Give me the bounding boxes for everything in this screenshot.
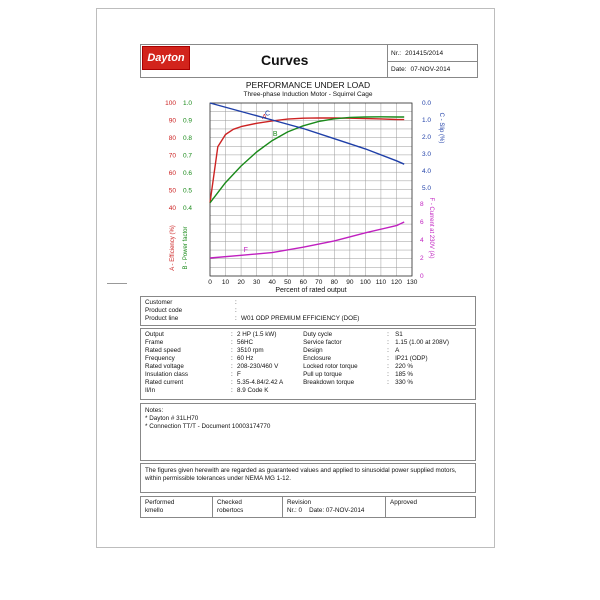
number-value: 201415/2014 (405, 49, 444, 57)
slip-tick-label: 2.0 (422, 134, 432, 141)
x-tick-label: 0 (208, 279, 212, 286)
guarantee-text: The figures given herewith are regarded as guaranteed values and applied to sinusoidal power supplied motors, within permissible tolerances under NEMA MG 1-12. (145, 467, 457, 482)
spec-sep: : (231, 339, 233, 346)
spec-sep: : (387, 371, 389, 378)
series-label-F: F (243, 246, 248, 254)
x-tick-label: 10 (221, 279, 230, 286)
spec-row (145, 387, 303, 395)
spec-label: Product line (145, 315, 179, 322)
number-row (388, 45, 478, 61)
current-tick-label: 0 (420, 273, 424, 280)
spec-value: 56HC (237, 339, 254, 346)
spec-label: Breakdown torque (303, 379, 355, 386)
power-factor-axis-label: B - Power factor (183, 226, 189, 270)
spec-value: 2 HP (1.5 kW) (237, 331, 277, 338)
notes-box (140, 403, 476, 461)
signature-footer (140, 496, 476, 518)
slip-tick-label: 5.0 (422, 185, 432, 192)
spec-row (303, 347, 471, 355)
customer-box (140, 296, 476, 326)
efficiency-tick-label: 60 (168, 170, 176, 177)
specs-left-column (145, 331, 303, 397)
revision-cell (283, 497, 386, 517)
spec-value: F (237, 371, 241, 378)
spec-label: Rated voltage (145, 363, 184, 370)
approved-cell (386, 497, 475, 517)
spec-label: Frame (145, 339, 164, 346)
spec-sep: : (387, 379, 389, 386)
spec-value: S1 (395, 331, 403, 338)
spec-value: 60 Hz (237, 355, 254, 362)
spec-label: Service factor (303, 339, 342, 346)
spec-value: 185 % (395, 371, 413, 378)
current-tick-label: 2 (420, 255, 424, 262)
x-tick-label: 50 (284, 279, 292, 286)
spec-label: Il/In (145, 387, 156, 394)
spec-sep: : (231, 347, 233, 354)
spec-row (145, 315, 471, 323)
guarantee-box (140, 463, 476, 493)
revision-date: Date: 07-NOV-2014 (309, 507, 365, 514)
spec-row (145, 363, 303, 371)
spec-sep: : (387, 347, 389, 354)
revision-number: Nr.: 0 (287, 507, 303, 514)
spec-value: IP21 (ODP) (395, 355, 428, 362)
series-line-A (210, 118, 404, 203)
spec-value: W01 ODP PREMIUM EFFICIENCY (DOE) (241, 315, 360, 322)
chart-subtitle: Three-phase Induction Motor - Squirrel Cage (243, 91, 373, 98)
spec-sep: : (231, 379, 233, 386)
efficiency-tick-label: 70 (168, 152, 176, 160)
x-axis-label: Percent of rated output (275, 287, 347, 294)
series-label-B: B (272, 130, 278, 138)
number-label: Nr.: (391, 49, 402, 57)
date-row (388, 61, 478, 77)
spec-sep: : (235, 315, 237, 322)
current-tick-label: 6 (420, 219, 424, 226)
specs-box (140, 328, 476, 400)
spec-label: Design (303, 347, 323, 354)
spec-row (303, 355, 471, 363)
spec-value: 5.35-4.84/2.42 A (237, 379, 284, 386)
spec-label: Insulation class (145, 371, 189, 378)
performed-cell (141, 497, 213, 517)
performed-value: kmello (145, 507, 164, 514)
spec-row (303, 371, 471, 379)
x-tick-label: 70 (315, 279, 323, 286)
power-factor-tick-label: 0.8 (183, 135, 193, 142)
spec-label: Locked rotor torque (303, 363, 358, 370)
revision-label: Revision (287, 499, 312, 506)
spec-row (145, 331, 303, 339)
x-tick-label: 120 (391, 279, 402, 286)
current-tick-label: 8 (420, 201, 424, 208)
spec-label: Output (145, 331, 164, 338)
slip-tick-label: 1.0 (422, 117, 432, 124)
spec-sep: : (235, 307, 237, 314)
x-tick-label: 110 (375, 279, 387, 286)
spec-sep: : (387, 339, 389, 346)
header-box (140, 44, 478, 78)
x-tick-label: 30 (252, 279, 261, 286)
spec-sep: : (231, 371, 233, 378)
efficiency-tick-label: 50 (168, 187, 176, 195)
spec-value: 3510 rpm (237, 347, 264, 354)
x-tick-label: 90 (346, 279, 354, 286)
spec-value: 1.15 (1.00 at 208V) (395, 339, 449, 346)
spec-sep: : (231, 387, 233, 394)
x-tick-label: 130 (406, 279, 418, 286)
dayton-logo: Dayton (142, 46, 190, 70)
series-label-A: A (262, 114, 267, 122)
spec-sep: : (387, 355, 389, 362)
spec-sep: : (387, 363, 389, 370)
note-line: * Connection TT/T - Document 10003174770 (145, 423, 271, 430)
spec-label: Rated speed (145, 347, 181, 354)
spec-row (145, 299, 471, 307)
power-factor-tick-label: 0.5 (183, 187, 193, 195)
date-label: Date: (391, 66, 407, 73)
spec-row (145, 371, 303, 379)
spec-row (145, 339, 303, 347)
power-factor-tick-label: 0.9 (183, 117, 193, 125)
x-tick-label: 80 (330, 279, 338, 286)
x-tick-label: 40 (268, 279, 276, 286)
power-factor-tick-label: 0.4 (183, 205, 193, 212)
series-label-C: C (264, 110, 271, 118)
power-factor-tick-label: 0.7 (183, 152, 193, 160)
spec-label: Enclosure (303, 355, 332, 362)
efficiency-axis-label: A - Efficiency (%) (170, 225, 176, 271)
specs-right-column (303, 331, 471, 397)
spec-value: 220 % (395, 363, 413, 370)
date-value: 07-NOV-2014 (410, 66, 451, 73)
document-title: Curves (261, 52, 309, 68)
spec-value: A (395, 347, 400, 354)
spec-row (303, 363, 471, 371)
spec-value: 208-230/460 V (237, 363, 279, 370)
efficiency-tick-label: 80 (168, 135, 176, 142)
checked-label: Checked (217, 499, 242, 506)
spec-sep: : (231, 363, 233, 370)
spec-row (303, 379, 471, 387)
spec-label: Product code (145, 307, 183, 314)
approved-label: Approved (390, 499, 417, 506)
efficiency-tick-label: 40 (168, 205, 176, 212)
spec-sep: : (231, 355, 233, 362)
chart-canvas (140, 78, 476, 294)
spec-row (145, 379, 303, 387)
slip-tick-label: 0.0 (422, 100, 432, 107)
x-tick-label: 20 (237, 279, 245, 286)
spec-row (303, 339, 471, 347)
spec-label: Frequency (145, 355, 175, 362)
series-line-F (210, 222, 404, 258)
spec-label: Customer (145, 299, 173, 306)
x-tick-label: 100 (359, 279, 371, 286)
power-factor-tick-label: 1.0 (183, 100, 193, 107)
current-axis-label: F - Current at 230V (A) (428, 197, 434, 259)
performed-label: Performed (145, 499, 175, 506)
notes-heading: Notes: (145, 407, 164, 414)
checked-cell (213, 497, 283, 517)
slip-tick-label: 3.0 (422, 151, 432, 158)
power-factor-tick-label: 0.6 (183, 170, 193, 177)
efficiency-tick-label: 100 (165, 100, 176, 107)
header-info (387, 45, 478, 77)
current-tick-label: 4 (420, 237, 424, 244)
spec-row (303, 331, 471, 339)
spec-value: 330 % (395, 379, 413, 386)
spec-value (241, 307, 471, 315)
slip-axis-label: C - Slip (%) (438, 112, 444, 144)
spec-row (145, 347, 303, 355)
margin-mark (107, 283, 127, 284)
x-tick-label: 60 (299, 279, 307, 286)
spec-label: Duty cycle (303, 331, 333, 338)
note-line: * Dayton # 31LH70 (145, 415, 199, 422)
efficiency-tick-label: 90 (168, 117, 176, 125)
slip-tick-label: 4.0 (422, 168, 432, 175)
spec-row (145, 307, 471, 315)
spec-sep: : (231, 331, 233, 338)
spec-value (241, 299, 471, 307)
spec-value: 8.9 Code K (237, 387, 269, 394)
spec-sep: : (235, 299, 237, 306)
checked-value: robertocs (217, 507, 244, 514)
spec-label: Pull up torque (303, 371, 342, 378)
chart-title: PERFORMANCE UNDER LOAD (245, 80, 371, 90)
spec-label: Rated current (145, 379, 184, 386)
spec-row (145, 355, 303, 363)
performance-chart (140, 78, 476, 294)
spec-sep: : (387, 331, 389, 338)
